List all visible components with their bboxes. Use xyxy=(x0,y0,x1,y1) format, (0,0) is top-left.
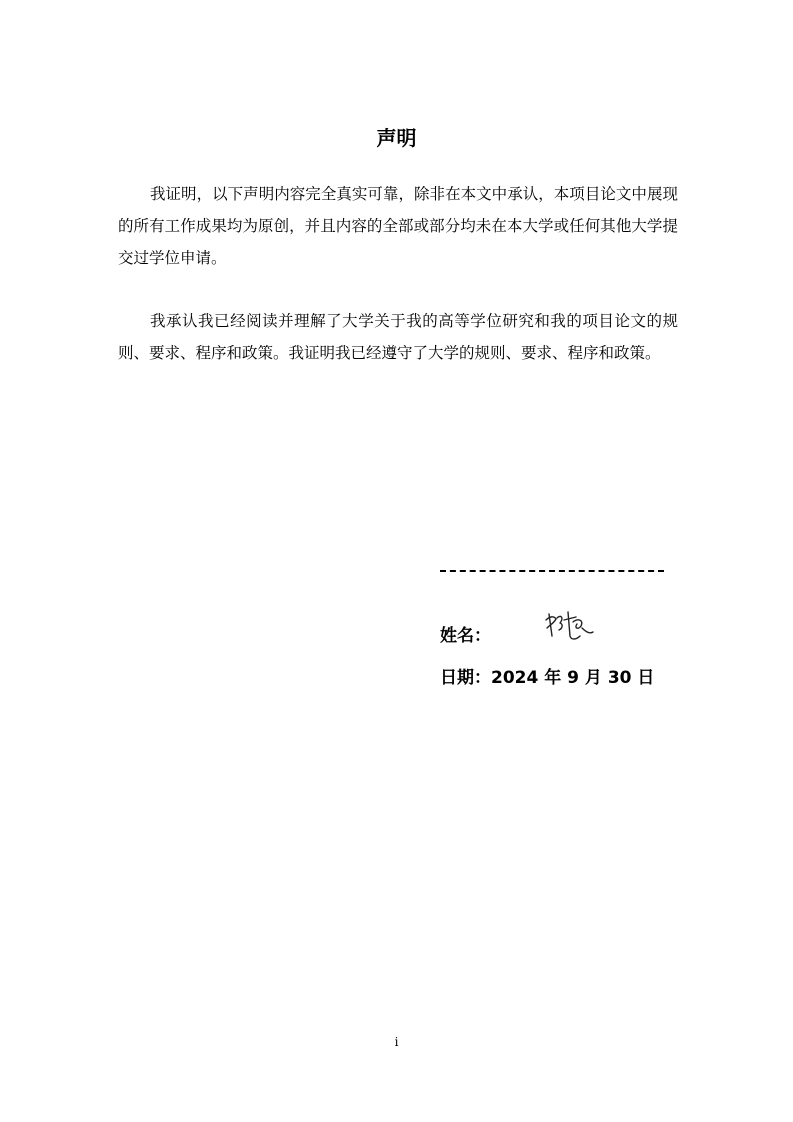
date-row xyxy=(440,666,654,690)
page-number: i xyxy=(394,1035,399,1049)
declaration-paragraph-2: 我承认我已经阅读并理解了大学关于我的高等学位研究和我的项目论文的规则、要求、程序和政策。我证明我已经遵守了大学的规则、要求、程序和政策。 xyxy=(118,312,678,362)
page-title: 声明 xyxy=(376,126,417,150)
declaration-paragraph-1: 我证明，以下声明内容完全真实可靠，除非在本文中承认，本项目论文中展现的所有工作成果均为原创，并且内容的全部或部分均未在本大学或任何其他大学提交过学位申请。 xyxy=(118,185,678,267)
name-row xyxy=(440,624,491,648)
name-label: 姓名： xyxy=(440,626,491,646)
date-label: 日期： xyxy=(440,668,491,688)
handwritten-signature-icon xyxy=(540,606,596,646)
signature-line xyxy=(440,570,664,572)
date-value: 2024 年 9 月 30 日 xyxy=(491,668,655,688)
